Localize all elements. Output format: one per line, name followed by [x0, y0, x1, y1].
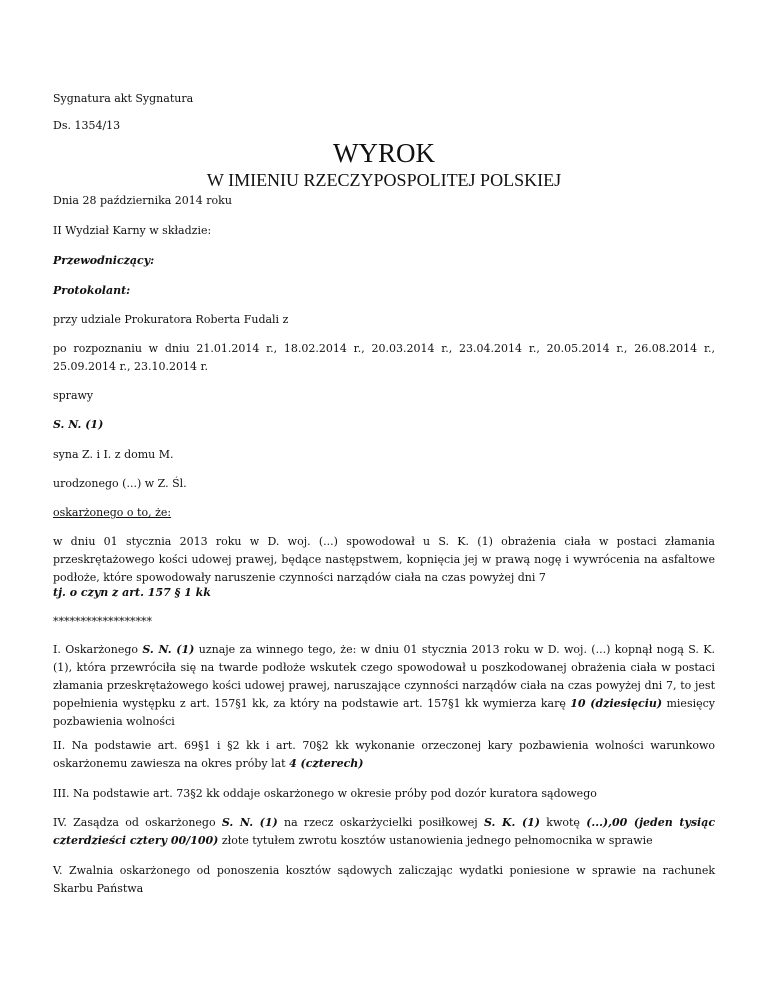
- defendant-name-inline: S. N. (1): [142, 643, 195, 656]
- case-word: sprawy: [53, 389, 94, 402]
- charge-description: w dniu 01 stycznia 2013 roku w D. woj. (...) spowodował u S. K. (1) obrażenia ciała w postaci złamania przeskrętażowego kości udowej prawej, będące następstwem, kopnięcia jej w prawą nogę i wywrócenia na asfaltowe podłoże, które spowodowały naruszenie czynności narządów ciała na czas powyżej dni 7: [53, 535, 715, 584]
- hearing-dates: po rozpoznaniu w dniu 21.01.2014 r., 18.02.2014 r., 20.03.2014 r., 23.04.2014 r., 20.05.2014 r., 26.08.2014 r., 25.09.2014 r., 23.10.2014 r.: [53, 342, 715, 373]
- legal-basis: tj. o czyn z art. 157 § 1 kk: [53, 586, 211, 599]
- document-title: WYROK: [333, 138, 435, 168]
- auxiliary-prosecutor-name: S. K. (1): [483, 816, 541, 829]
- separator-line: ******************: [53, 615, 152, 628]
- verdict-point-2: II. Na podstawie art. 69§1 i §2 kk i art. 70§2 kk wykonanie orzeczonej kary pozbawienia wolności warunkowo oskarżonemu zawiesza na okres próby lat 4 (czterech): [53, 739, 715, 770]
- presiding-judge-label: Przewodniczący:: [53, 254, 155, 267]
- defendant-birthplace: urodzonego (...) w Z. Śl.: [53, 477, 187, 490]
- case-signature: Sygnatura akt Sygnatura: [53, 92, 194, 105]
- verdict-point-3: III. Na podstawie art. 73§2 kk oddaje oskarżonego w okresie próby pod dozór kuratora sądowego: [53, 787, 597, 800]
- awarded-amount: (...),00 (jeden tysiąc czterdzieści cztery 00/100): [53, 816, 716, 847]
- document-subtitle: W IMIENIU RZECZYPOSPOLITEJ POLSKIEJ: [206, 170, 562, 190]
- case-number: Ds. 1354/13: [53, 119, 121, 132]
- penalty-months: 10 (dziesięciu): [570, 697, 663, 710]
- court-clerk-label: Protokolant:: [53, 284, 131, 297]
- defendant-parents: syna Z. i I. z domu M.: [53, 448, 174, 461]
- court-composition: II Wydział Karny w składzie:: [53, 224, 212, 237]
- verdict-point-5: V. Zwalnia oskarżonego od ponoszenia kosztów sądowych zaliczając wydatki poniesione w sprawie na rachunek Skarbu Państwa: [53, 864, 715, 895]
- defendant-name: S. N. (1): [53, 418, 104, 431]
- prosecutor-line: przy udziale Prokuratora Roberta Fudali z: [53, 313, 289, 326]
- accusation-heading: oskarżonego o to, że:: [53, 506, 172, 519]
- verdict-point-4: IV. Zasądza od oskarżonego S. N. (1) na rzecz oskarżycielki posiłkowej S. K. (1) kwotę (...),00 (jeden tysiąc czterdzieści cztery 00/100) złote tytułem zwrotu kosztów ustanowienia jednego pełnomocnika w sprawie: [53, 816, 716, 847]
- judgment-date: Dnia 28 października 2014 roku: [53, 194, 232, 207]
- defendant-name-inline: S. N. (1): [221, 816, 278, 829]
- probation-years: 4 (czterech): [289, 757, 364, 770]
- verdict-point-1: I. Oskarżonego S. N. (1) uznaje za winnego tego, że: w dniu 01 stycznia 2013 roku w D. woj. (...) kopnął nogą S. K. (1), która przewróciła się na twarde podłoże wskutek czego spowodował u poszkodowanej obrażenia ciała w postaci złamania przeskrętażowego kości udowej prawej, naruszające czynności narządów ciała na czas powyżej dni 7, to jest popełnienia występku z art. 157§1 kk, za który na podstawie art. 157§1 kk wymierza karę 10 (dziesięciu) miesięcy pozbawienia wolności: [53, 643, 715, 728]
